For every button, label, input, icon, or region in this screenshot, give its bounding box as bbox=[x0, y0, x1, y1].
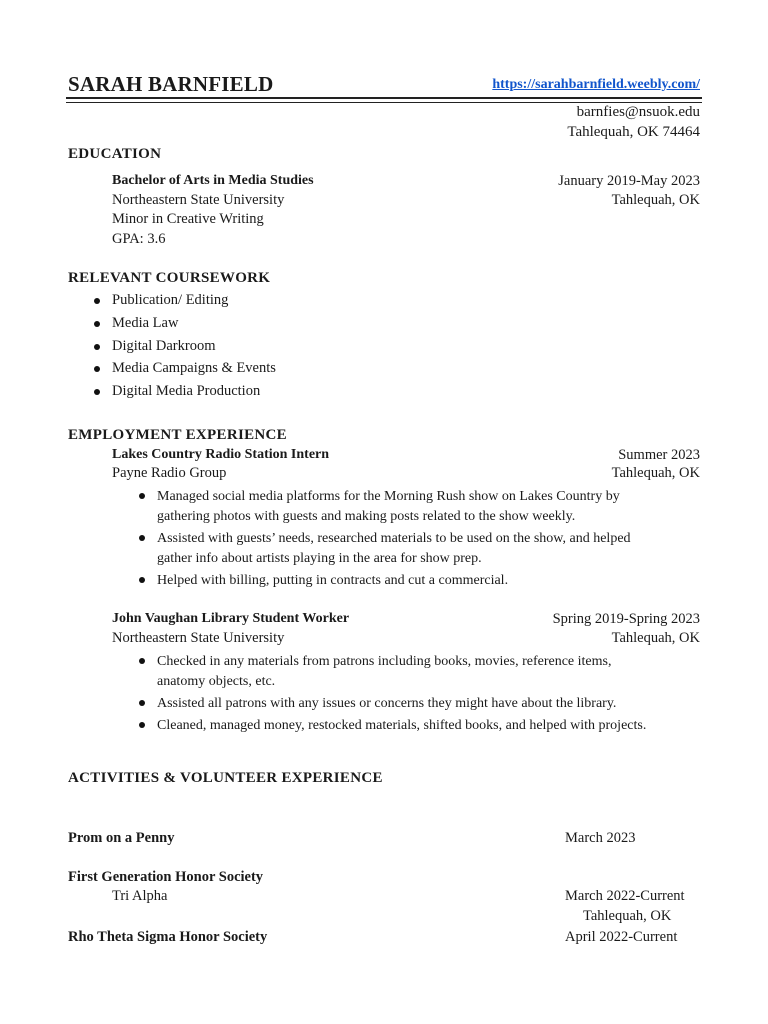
header-rule-thin bbox=[66, 102, 702, 103]
job-dates: Spring 2019-Spring 2023 bbox=[552, 611, 700, 627]
bullet-icon bbox=[94, 344, 100, 350]
job-bullet-text: Cleaned, managed money, restocked materials, shifted books, and helped with projects. bbox=[157, 718, 647, 733]
school-location: Tahlequah, OK bbox=[611, 192, 700, 208]
email-address: barnfies@nsuok.edu bbox=[576, 104, 700, 120]
degree-dates: January 2019-May 2023 bbox=[558, 173, 700, 189]
bullet-icon bbox=[139, 577, 145, 583]
header-rule-thick bbox=[66, 97, 702, 99]
gpa: GPA: 3.6 bbox=[112, 231, 166, 247]
resume-name: SARAH BARNFIELD bbox=[68, 72, 274, 96]
employer-name: Payne Radio Group bbox=[112, 465, 227, 481]
job-bullet-text: Assisted all patrons with any issues or concerns they might have about the library. bbox=[157, 696, 617, 711]
job-dates: Summer 2023 bbox=[618, 447, 700, 463]
bullet-icon bbox=[139, 535, 145, 541]
activity-title: Prom on a Penny bbox=[68, 830, 175, 846]
activity-subtitle: Tri Alpha bbox=[112, 888, 168, 904]
activity-title: Rho Theta Sigma Honor Society bbox=[68, 929, 268, 945]
job-bullet-text: Assisted with guests’ needs, researched materials to be used on the show, and helped bbox=[157, 531, 631, 546]
bullet-icon bbox=[94, 321, 100, 327]
degree-title: Bachelor of Arts in Media Studies bbox=[112, 173, 314, 188]
home-location: Tahlequah, OK 74464 bbox=[567, 124, 700, 140]
activity-dates: March 2022-Current bbox=[565, 888, 685, 904]
list-item: Media Campaigns & Events bbox=[112, 360, 276, 376]
bullet-icon bbox=[139, 722, 145, 728]
bullet-icon bbox=[139, 493, 145, 499]
list-item: Publication/ Editing bbox=[112, 292, 229, 308]
activity-title: First Generation Honor Society bbox=[68, 869, 264, 885]
employer-name: Northeastern State University bbox=[112, 630, 285, 646]
job-location: Tahlequah, OK bbox=[611, 630, 700, 646]
job-bullet-text: gathering photos with guests and making posts related to the show weekly. bbox=[157, 509, 576, 524]
job-title: John Vaughan Library Student Worker bbox=[112, 611, 350, 626]
job-title: Lakes Country Radio Station Intern bbox=[112, 447, 330, 462]
website-link[interactable]: https://sarahbarnfield.weebly.com/ bbox=[492, 77, 700, 92]
bullet-icon bbox=[139, 658, 145, 664]
school-name: Northeastern State University bbox=[112, 192, 285, 208]
job-bullet-text: Checked in any materials from patrons including books, movies, reference items, bbox=[157, 654, 612, 669]
job-location: Tahlequah, OK bbox=[611, 465, 700, 481]
bullet-icon bbox=[139, 700, 145, 706]
activity-dates: March 2023 bbox=[565, 830, 636, 846]
activities-heading: ACTIVITIES & VOLUNTEER EXPERIENCE bbox=[68, 770, 383, 786]
education-heading: EDUCATION bbox=[68, 146, 162, 162]
list-item: Digital Media Production bbox=[112, 383, 261, 399]
minor: Minor in Creative Writing bbox=[112, 211, 264, 227]
list-item: Media Law bbox=[112, 315, 179, 331]
bullet-icon bbox=[94, 298, 100, 304]
job-bullet-text: anatomy objects, etc. bbox=[157, 674, 276, 689]
list-item: Digital Darkroom bbox=[112, 338, 216, 354]
job-bullet-text: Helped with billing, putting in contracts and cut a commercial. bbox=[157, 573, 509, 588]
job-bullet-text: Managed social media platforms for the Morning Rush show on Lakes Country by bbox=[157, 489, 620, 504]
job-bullet-text: gather info about artists playing in the area for show prep. bbox=[157, 551, 482, 566]
bullet-icon bbox=[94, 389, 100, 395]
activity-location: Tahlequah, OK bbox=[583, 908, 672, 924]
employment-heading: EMPLOYMENT EXPERIENCE bbox=[68, 427, 287, 443]
coursework-heading: RELEVANT COURSEWORK bbox=[68, 270, 271, 286]
activity-dates: April 2022-Current bbox=[565, 929, 678, 945]
bullet-icon bbox=[94, 366, 100, 372]
